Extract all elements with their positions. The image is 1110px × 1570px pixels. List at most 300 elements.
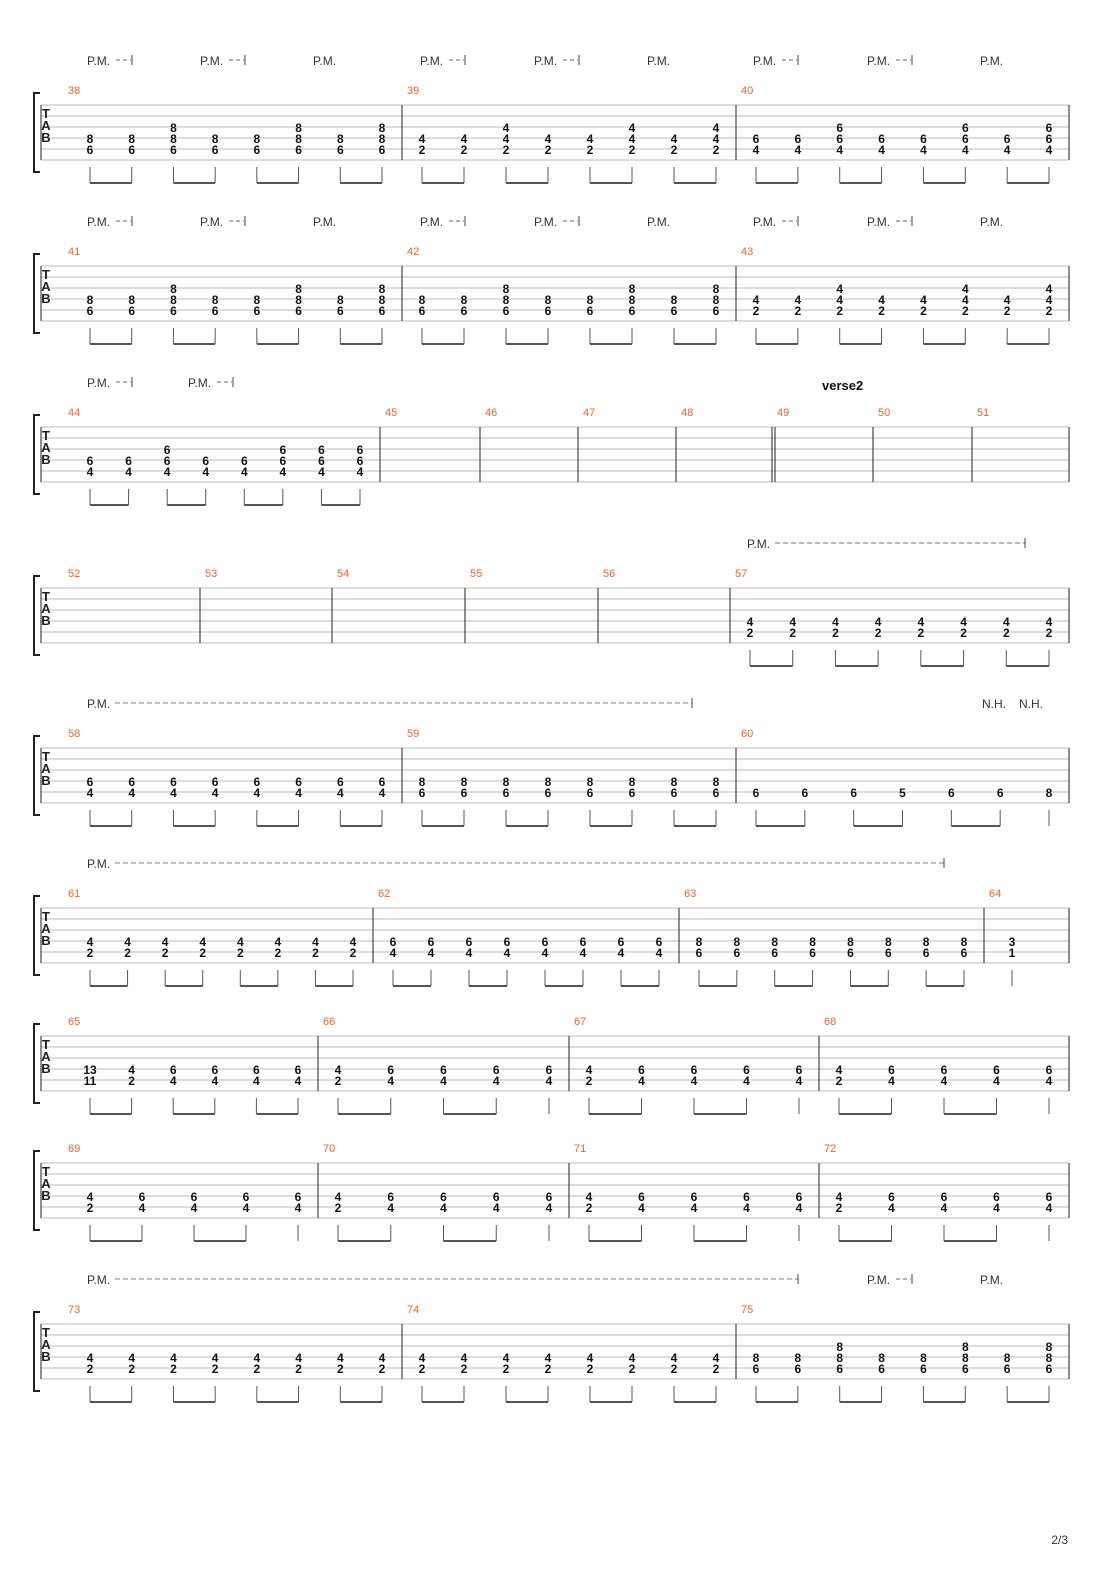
fret-number: 2	[670, 1362, 678, 1376]
fret-number: 8	[960, 935, 968, 949]
fret-number: 4	[128, 1351, 136, 1365]
fret-number: 6	[253, 1063, 260, 1077]
tab-clef-letter: T	[42, 1325, 50, 1340]
fret-number: 2	[544, 1362, 552, 1376]
bar-number: 43	[741, 246, 754, 258]
fret-number: 6	[242, 1190, 250, 1204]
fret-number: 6	[356, 454, 364, 468]
tab-clef-letter: T	[42, 1037, 50, 1052]
fret-number: 4	[579, 946, 587, 960]
bar-number: 41	[68, 246, 81, 258]
fret-number: 4	[336, 786, 344, 800]
fret-number: 8	[295, 282, 302, 296]
fret-number: 4	[190, 1201, 198, 1215]
fret-number: 2	[835, 1201, 843, 1215]
fret-number: 6	[795, 1063, 803, 1077]
fret-number: 4	[427, 946, 435, 960]
fret-number: 6	[733, 946, 741, 960]
bar-number: 66	[323, 1016, 336, 1028]
fret-number: 6	[628, 786, 636, 800]
fret-number: 6	[86, 454, 94, 468]
fret-number: 6	[169, 1063, 177, 1077]
fret-number: 4	[334, 1190, 342, 1204]
tab-clef-letter: T	[42, 909, 50, 924]
fret-number: 8	[771, 935, 779, 949]
fret-number: 4	[917, 615, 925, 629]
fret-number: 6	[1045, 121, 1053, 135]
fret-number: 4	[961, 143, 969, 157]
bar-number: 63	[684, 888, 697, 900]
fret-number: 4	[334, 1063, 342, 1077]
fret-number: 2	[86, 1201, 94, 1215]
fret-number: 4	[878, 143, 885, 157]
fret-number: 4	[794, 293, 802, 307]
bar-number: 40	[741, 85, 754, 97]
fret-number: 6	[712, 304, 720, 318]
fret-number: 8	[170, 293, 177, 307]
palm-mute-label: P.M.	[867, 54, 891, 68]
palm-mute-label: P.M.	[420, 215, 444, 229]
fret-number: 4	[1045, 615, 1053, 629]
fret-number: 8	[128, 293, 136, 307]
fret-number: 2	[917, 626, 925, 640]
fret-number: 4	[670, 132, 678, 146]
fret-number: 4	[86, 1351, 94, 1365]
fret-number: 4	[544, 1351, 552, 1365]
fret-number: 4	[295, 1351, 302, 1365]
fret-number: 6	[211, 143, 219, 157]
palm-mute-label: P.M.	[534, 54, 558, 68]
bar-number: 73	[68, 1304, 81, 1316]
fret-number: 8	[809, 935, 816, 949]
fret-number: 2	[585, 1074, 593, 1088]
fret-number: 8	[847, 935, 854, 949]
fret-number: 4	[752, 143, 760, 157]
fret-number: 6	[389, 935, 397, 949]
palm-mute-label: P.M.	[867, 215, 891, 229]
fret-number: 4	[236, 935, 244, 949]
fret-number: 4	[1003, 143, 1011, 157]
fret-number: 2	[752, 304, 760, 318]
fret-number: 2	[835, 1074, 843, 1088]
fret-number: 6	[920, 132, 927, 146]
fret-number: 4	[920, 293, 927, 307]
tab-clef-letter: T	[42, 749, 50, 764]
fret-number: 11	[83, 1074, 97, 1088]
fret-number: 8	[961, 1351, 969, 1365]
fret-number: 2	[312, 946, 319, 960]
bar-number: 42	[407, 246, 420, 258]
fret-number: 2	[1045, 626, 1053, 640]
fret-number: 4	[993, 1074, 1000, 1088]
fret-number: 2	[128, 1362, 136, 1376]
fret-number: 4	[387, 1074, 395, 1088]
fret-number: 2	[349, 946, 357, 960]
fret-number: 8	[670, 775, 678, 789]
system-bracket	[34, 254, 40, 333]
fret-number: 6	[86, 775, 94, 789]
fret-number: 6	[801, 786, 809, 800]
fret-number: 6	[465, 935, 473, 949]
fret-number: 8	[628, 775, 636, 789]
fret-number: 4	[389, 946, 397, 960]
fret-number: 6	[128, 304, 136, 318]
fret-number: 4	[502, 132, 510, 146]
fret-number: 4	[638, 1201, 645, 1215]
fret-number: 6	[170, 143, 177, 157]
fret-number: 2	[670, 143, 678, 157]
fret-number: 6	[579, 935, 587, 949]
bar-number: 49	[777, 407, 790, 419]
fret-number: 6	[378, 775, 386, 789]
fret-number: 6	[418, 786, 426, 800]
fret-number: 4	[253, 1074, 260, 1088]
fret-number: 4	[752, 293, 760, 307]
fret-number: 6	[503, 935, 511, 949]
fret-number: 2	[161, 946, 169, 960]
fret-number: 8	[378, 293, 386, 307]
fret-number: 4	[690, 1201, 698, 1215]
palm-mute-label: P.M.	[188, 376, 212, 390]
fret-number: 4	[502, 121, 510, 135]
fret-number: 4	[242, 1201, 250, 1215]
palm-mute-label: P.M.	[980, 215, 1004, 229]
fret-number: 2	[585, 1201, 593, 1215]
fret-number: 4	[585, 1063, 593, 1077]
bar-number: 39	[407, 85, 420, 97]
fret-number: 4	[336, 1351, 344, 1365]
fret-number: 2	[628, 143, 636, 157]
fret-number: 4	[586, 132, 594, 146]
bar-number: 50	[878, 407, 891, 419]
tab-clef-letter: B	[41, 452, 51, 467]
fret-number: 8	[586, 775, 594, 789]
fret-number: 4	[124, 935, 131, 949]
fret-number: 4	[460, 132, 468, 146]
bar-number: 59	[407, 728, 420, 740]
fret-number: 6	[1045, 1063, 1053, 1077]
palm-mute-label: P.M.	[313, 215, 337, 229]
fret-number: 8	[460, 775, 468, 789]
fret-number: 8	[1045, 1351, 1053, 1365]
fret-number: 4	[356, 465, 364, 479]
bar-number: 72	[824, 1143, 837, 1155]
fret-number: 4	[1002, 615, 1010, 629]
palm-mute-label: P.M.	[753, 54, 777, 68]
fret-number: 6	[294, 1190, 302, 1204]
fret-number: 8	[128, 132, 136, 146]
fret-number: 8	[1045, 786, 1053, 800]
fret-number: 6	[128, 775, 136, 789]
bar-number: 62	[378, 888, 391, 900]
fret-number: 4	[378, 1351, 386, 1365]
fret-number: 6	[427, 935, 435, 949]
fret-number: 4	[1045, 1201, 1053, 1215]
bar-number: 75	[741, 1304, 754, 1316]
fret-number: 4	[86, 465, 94, 479]
fret-number: 6	[336, 304, 344, 318]
fret-number: 2	[253, 1362, 261, 1376]
palm-mute-label: P.M.	[87, 54, 111, 68]
fret-number: 4	[125, 465, 132, 479]
tab-clef-letter: T	[42, 267, 50, 282]
palm-mute-label: P.M.	[647, 54, 671, 68]
fret-number: 6	[502, 304, 510, 318]
fret-number: 6	[86, 304, 94, 318]
fret-number: 6	[690, 1063, 698, 1077]
palm-mute-label: P.M.	[753, 215, 777, 229]
fret-number: 6	[460, 304, 468, 318]
fret-number: 6	[460, 786, 468, 800]
fret-number: 6	[211, 1063, 219, 1077]
fret-number: 6	[138, 1190, 146, 1204]
fret-number: 2	[960, 626, 967, 640]
fret-number: 4	[170, 1351, 177, 1365]
fret-number: 6	[125, 454, 132, 468]
fret-number: 6	[318, 454, 325, 468]
fret-number: 2	[920, 304, 927, 318]
bar-number: 65	[68, 1016, 81, 1028]
tab-clef-letter: A	[41, 921, 51, 936]
fret-number: 6	[378, 143, 386, 157]
fret-number: 6	[993, 1063, 1000, 1077]
palm-mute-label: P.M.	[647, 215, 671, 229]
fret-number: 6	[1045, 132, 1053, 146]
fret-number: 4	[960, 615, 967, 629]
fret-number: 6	[836, 132, 844, 146]
fret-number: 6	[418, 304, 426, 318]
palm-mute-label: P.M.	[87, 697, 111, 711]
tab-clef-letter: B	[41, 773, 51, 788]
fret-number: 2	[746, 626, 754, 640]
fret-number: 8	[378, 121, 386, 135]
fret-number: 4	[440, 1074, 447, 1088]
fret-number: 4	[128, 1063, 135, 1077]
fret-number: 4	[161, 935, 169, 949]
tab-clef-letter: B	[41, 1061, 51, 1076]
fret-number: 8	[86, 293, 94, 307]
fret-number: 6	[279, 443, 287, 457]
fret-number: 4	[544, 132, 552, 146]
natural-harmonic-label: N.H.	[1019, 697, 1043, 711]
fret-number: 4	[628, 132, 636, 146]
tab-clef-letter: A	[41, 1176, 51, 1191]
palm-mute-label: P.M.	[87, 1273, 111, 1287]
palm-mute-label: P.M.	[87, 215, 111, 229]
palm-mute-label: P.M.	[87, 376, 111, 390]
fret-number: 6	[920, 1362, 927, 1376]
fret-number: 4	[211, 786, 219, 800]
bar-number: 52	[68, 568, 81, 580]
tab-clef-letter: B	[41, 933, 51, 948]
fret-number: 4	[888, 1201, 895, 1215]
fret-number: 6	[586, 786, 594, 800]
fret-number: 4	[888, 1074, 895, 1088]
fret-number: 4	[940, 1074, 948, 1088]
fret-number: 6	[850, 786, 858, 800]
palm-mute-label: P.M.	[420, 54, 444, 68]
fret-number: 4	[387, 1201, 395, 1215]
fret-number: 8	[502, 775, 510, 789]
bar-number: 69	[68, 1143, 81, 1155]
fret-number: 4	[920, 143, 927, 157]
fret-number: 6	[1045, 1362, 1053, 1376]
fret-number: 2	[712, 1362, 720, 1376]
tab-clef-letter: A	[41, 1049, 51, 1064]
fret-number: 2	[460, 1362, 468, 1376]
fret-number: 6	[795, 1190, 803, 1204]
fret-number: 6	[295, 143, 302, 157]
fret-number: 6	[586, 304, 594, 318]
fret-number: 4	[294, 1074, 302, 1088]
system-bracket	[34, 415, 40, 494]
fret-number: 4	[832, 615, 839, 629]
bar-number: 68	[824, 1016, 837, 1028]
fret-number: 5	[899, 786, 906, 800]
fret-number: 2	[334, 1201, 342, 1215]
fret-number: 4	[789, 615, 797, 629]
fret-number: 6	[1003, 1362, 1011, 1376]
fret-number: 4	[795, 1201, 803, 1215]
page-number: 2/3	[1051, 1533, 1068, 1547]
bar-number: 47	[583, 407, 596, 419]
fret-number: 2	[460, 143, 468, 157]
fret-number: 2	[418, 143, 426, 157]
fret-number: 4	[746, 615, 754, 629]
fret-number: 4	[940, 1201, 948, 1215]
fret-number: 2	[874, 626, 882, 640]
fret-number: 6	[888, 1190, 895, 1204]
fret-number: 8	[253, 293, 261, 307]
fret-number: 4	[440, 1201, 447, 1215]
fret-number: 4	[492, 1201, 500, 1215]
fret-number: 4	[240, 465, 248, 479]
fret-number: 8	[378, 132, 386, 146]
fret-number: 6	[86, 143, 94, 157]
fret-number: 4	[279, 465, 287, 479]
fret-number: 8	[712, 282, 720, 296]
fret-number: 4	[993, 1201, 1000, 1215]
fret-number: 8	[712, 775, 720, 789]
fret-number: 6	[253, 143, 261, 157]
fret-number: 8	[733, 935, 741, 949]
fret-number: 8	[920, 1351, 927, 1365]
fret-number: 8	[295, 132, 302, 146]
fret-number: 6	[878, 1362, 885, 1376]
tab-clef-letter: T	[42, 1164, 50, 1179]
fret-number: 2	[1045, 304, 1053, 318]
fret-number: 6	[617, 935, 625, 949]
fret-number: 6	[356, 443, 364, 457]
fret-number: 6	[544, 786, 552, 800]
palm-mute-label: P.M.	[200, 215, 224, 229]
bar-number: 54	[337, 568, 350, 580]
fret-number: 8	[544, 775, 552, 789]
fret-number: 8	[836, 1340, 844, 1354]
fret-number: 2	[128, 1074, 135, 1088]
fret-number: 4	[961, 293, 969, 307]
fret-number: 6	[743, 1190, 750, 1204]
bar-number: 55	[470, 568, 483, 580]
fret-number: 4	[1045, 1074, 1053, 1088]
fret-number: 6	[295, 304, 302, 318]
fret-number: 2	[378, 1362, 386, 1376]
fret-number: 2	[211, 1362, 219, 1376]
fret-number: 8	[695, 935, 703, 949]
fret-number: 2	[418, 1362, 426, 1376]
fret-number: 4	[503, 946, 511, 960]
bar-number: 51	[977, 407, 990, 419]
system-bracket	[34, 1312, 40, 1391]
fret-number: 4	[961, 282, 969, 296]
fret-number: 6	[336, 143, 344, 157]
fret-number: 6	[128, 143, 136, 157]
fret-number: 6	[884, 946, 892, 960]
fret-number: 8	[253, 132, 261, 146]
fret-number: 6	[847, 946, 854, 960]
fret-number: 4	[294, 1201, 302, 1215]
tab-clef-letter: T	[42, 589, 50, 604]
bar-number: 64	[989, 888, 1002, 900]
palm-mute-label: P.M.	[980, 54, 1004, 68]
fret-number: 8	[170, 132, 177, 146]
fret-number: 6	[752, 132, 760, 146]
palm-mute-label: P.M.	[980, 1273, 1004, 1287]
fret-number: 6	[492, 1190, 500, 1204]
fret-number: 4	[628, 1351, 636, 1365]
fret-number: 2	[712, 143, 720, 157]
fret-number: 6	[638, 1190, 645, 1204]
fret-number: 8	[544, 293, 552, 307]
fret-number: 8	[336, 132, 344, 146]
palm-mute-label: P.M.	[87, 857, 111, 871]
fret-number: 4	[617, 946, 625, 960]
fret-number: 6	[670, 786, 678, 800]
fret-number: 4	[318, 465, 325, 479]
fret-number: 2	[295, 1362, 302, 1376]
fret-number: 6	[440, 1190, 447, 1204]
fret-number: 4	[492, 1074, 500, 1088]
fret-number: 2	[628, 1362, 636, 1376]
fret-number: 6	[794, 1362, 802, 1376]
fret-number: 6	[743, 1063, 750, 1077]
system-bracket	[34, 736, 40, 815]
fret-number: 8	[836, 1351, 844, 1365]
tab-clef-letter: B	[41, 291, 51, 306]
fret-number: 6	[690, 1190, 698, 1204]
tab-clef-letter: T	[42, 428, 50, 443]
fret-number: 4	[274, 935, 282, 949]
fret-number: 8	[502, 282, 510, 296]
fret-number: 4	[712, 1351, 720, 1365]
fret-number: 2	[336, 1362, 344, 1376]
fret-number: 4	[586, 1351, 594, 1365]
fret-number: 6	[655, 935, 663, 949]
fret-number: 6	[836, 121, 844, 135]
fret-number: 8	[211, 132, 219, 146]
fret-number: 4	[253, 786, 261, 800]
fret-number: 6	[960, 946, 968, 960]
fret-number: 4	[418, 132, 426, 146]
tab-clef-letter: B	[41, 1188, 51, 1203]
fret-number: 8	[922, 935, 930, 949]
fret-number: 8	[211, 293, 219, 307]
fret-number: 6	[492, 1063, 500, 1077]
tab-clef-letter: A	[41, 761, 51, 776]
fret-number: 6	[163, 454, 171, 468]
tab-clef-letter: T	[42, 106, 50, 121]
bar-number: 48	[681, 407, 694, 419]
